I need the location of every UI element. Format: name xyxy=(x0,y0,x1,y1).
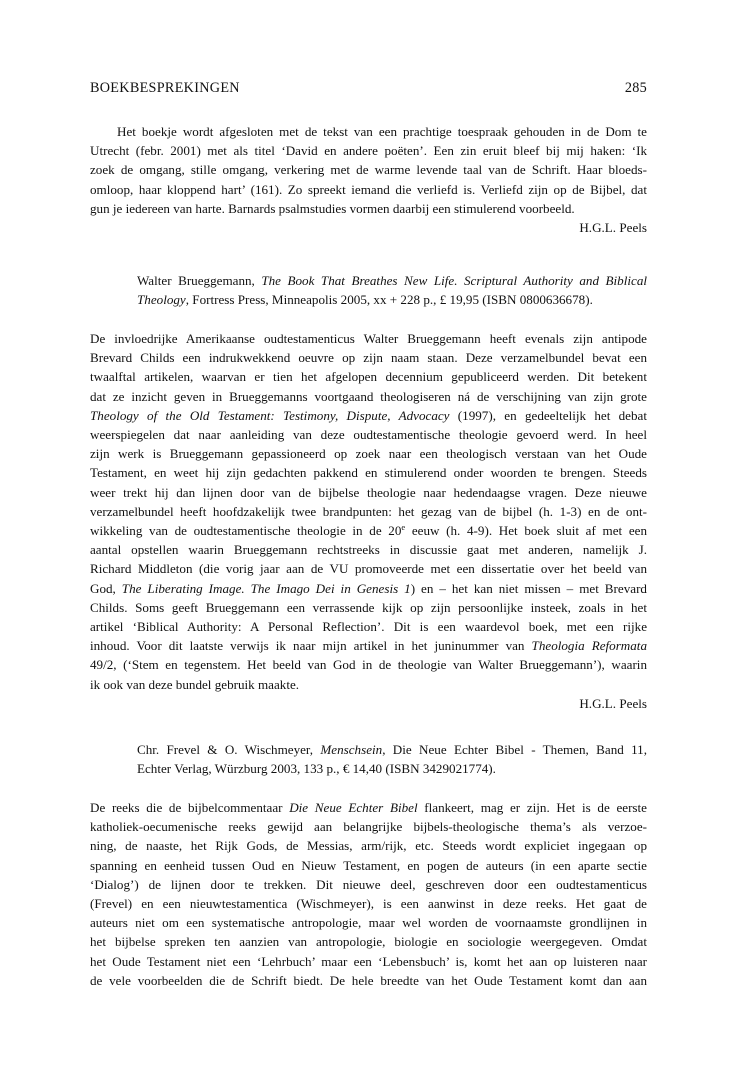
paragraph-line: Utrecht (febr. 2001) met als titel ‘David en andere poëten’. Een zin eruit bleef bij mij haken: ‘Ik xyxy=(90,143,647,159)
review-2-body xyxy=(90,329,647,713)
review-3-bibliography xyxy=(137,740,647,778)
running-header xyxy=(90,80,647,97)
running-title: BOEKBESPREKINGEN xyxy=(90,80,240,96)
paragraph-line: weerspiegelen dat naar aanleiding van deze oudtestamentische theologie gevoerd werd. In heel xyxy=(90,427,647,443)
page-number: 285 xyxy=(624,80,647,96)
paragraph-line: zoek de omgang, stille omgang, verkering met de warme levende taal van de Schrift. Haar bloeds- xyxy=(90,162,647,178)
paragraph-line: Het boekje wordt afgesloten met de tekst van een prachtige toespraak gehouden in de Dom te xyxy=(117,124,647,139)
bib-publication: , Fortress Press, Minneapolis 2005, xx + 228 p., £ 19,95 (ISBN 0800636678). xyxy=(185,292,593,308)
paragraph-line: omloop, haar kloppend hart’ (161). Zo spreekt iemand die verliefd is. Verliefd zijn op de Bijbel, dat xyxy=(90,181,647,197)
paragraph-line: wikkeling van de oudtestamentische theologie in de 20e eeuw (h. 4-9). Het boek sluit af met een xyxy=(90,522,647,539)
paragraph-line: ‘Dialog’) de lijnen door te trekken. Dit nieuwe deel, geschreven door een oudtestamenticus xyxy=(90,876,647,892)
paragraph-line: spanning en eenheid tussen Oud en Nieuw Testament, en pogen de auteurs (in een aparte sectie xyxy=(90,857,647,873)
paragraph-line: verzamelbundel heeft hoofdzakelijk twee brandpunten: het gezag van de bijbel (h. 1-3) en de ont- xyxy=(90,503,647,519)
bib-line: Chr. Frevel & O. Wischmeyer, Menschsein, Die Neue Echter Bibel - Themen, Band 11, xyxy=(137,742,648,757)
paragraph-line: auteurs niet om een systematische antropologie, maar wel worden de voornaamste grondlijnen in xyxy=(90,915,647,931)
cited-title: Theology of the Old Testament: Testimony, Dispute, Advocacy xyxy=(90,407,450,423)
bib-line xyxy=(137,290,647,309)
paragraph-line: Testament, en weet hij zijn gedachten pakkend en stimulerend onder woorden te brengen. Steeds xyxy=(90,465,647,481)
paragraph-line: Theology of the Old Testament: Testimony, Dispute, Advocacy (1997), en gedeeltelijk het debat xyxy=(90,407,647,423)
paragraph-line: 49/2, (‘Stem en tegenstem. Het beeld van God in de theologie van Walter Brueggemann’), waarin xyxy=(90,657,647,673)
paragraph-line: twaalftal artikelen, waarvan er tien het afgelopen decennium gepubliceerd werden. Dit betekent xyxy=(90,369,647,385)
paragraph-line: het bijbelse spreken ten aanzien van antropologie, biologie en sociologie weergegeven. Omdat xyxy=(90,934,647,950)
paragraph-line: De invloedrijke Amerikaanse oudtestamenticus Walter Brueggemann heeft evenals zijn antipode xyxy=(90,331,647,346)
bib-author: Walter Brueggemann, xyxy=(137,273,262,288)
paragraph-line: aantal opstellen waarin Brueggemann rechtstreeks in discussie gaat met anderen, namelijk J. xyxy=(90,542,647,558)
review-3-body xyxy=(90,798,647,990)
paragraph-line: Childs. Soms geeft Brueggemann een verrassende kijk op zijn persoonlijke insteek, zoals in het xyxy=(90,599,647,615)
paragraph-line: katholiek-oecumenische reeks gewijd aan belangrijke bijbels-theologische thema’s als verzoe- xyxy=(90,819,647,835)
cited-title: The Liberating Image. The Imago Dei in Genesis 1 xyxy=(121,580,411,596)
cited-title: Die Neue Echter Bibel xyxy=(289,800,418,815)
bib-line: Echter Verlag, Würzburg 2003, 133 p., € 14,40 (ISBN 3429021774). xyxy=(137,761,496,777)
paragraph-line: (Frevel) en een nieuwtestamentica (Wischmeyer), is een aanwinst in deze reeks. Het gaat de xyxy=(90,896,647,912)
bib-title-cont: Theology xyxy=(137,292,186,308)
paragraph-line: gun je iedereen van harte. Barnards psalmstudies vormen daarbij een stimulerend voorbeeld. xyxy=(90,200,575,216)
paragraph-line: de vele voorbeelden die de Schrift biedt. De hele breedte van het Oude Testament komt dan aan xyxy=(90,972,647,988)
paragraph-line: Richard Middleton (die vorig jaar aan de VU promoveerde met een dissertatie over het beeld van xyxy=(90,561,647,577)
paragraph-line: Brevard Childs een indrukwekkend oeuvre op zijn naam staan. Deze verzamelbundel bevat een xyxy=(90,350,647,366)
bib-title: Menschsein xyxy=(320,742,383,757)
bib-title: The Book That Breathes New Life. Scriptural Authority and Biblical xyxy=(261,273,648,288)
bib-author: Chr. Frevel & O. Wischmeyer, xyxy=(137,742,321,757)
reviewer-signature: H.G.L. Peels xyxy=(579,220,647,236)
paragraph-line: dat ze inzicht geven in Brueggemanns voortgaand theologiseren ná de verschijning van zijn grote xyxy=(90,388,647,404)
superscript: e xyxy=(401,522,406,533)
paragraph-line: God, The Liberating Image. The Imago Dei in Genesis 1) en – het kan niet missen – met Brevard xyxy=(90,580,647,596)
bib-line xyxy=(137,271,647,290)
review-1-paragraph xyxy=(90,122,647,237)
paragraph-line: zijn werk is Brueggemann gepassioneerd op zoek naar een theologisch verstaan van het Oude xyxy=(90,446,647,462)
paragraph-line: het Oude Testament niet een ‘Lehrbuch’ maar een ‘Lebensbuch’ is, komt het aan op luisteren naar xyxy=(90,953,647,969)
cited-journal: Theologia Reformata xyxy=(531,638,647,654)
paragraph-line: artikel ‘Biblical Authority: A Personal Reflection’. Dit is een waardevol boek, met een rijke xyxy=(90,619,647,635)
paragraph-line: ning, de naaste, het Rijk Gods, de Messias, arm/rijk, etc. Steeds wordt expliciet ingegaan op xyxy=(90,838,647,854)
paragraph-line: ik ook van deze bundel gebruik maakte. xyxy=(90,676,300,692)
reviewer-signature: H.G.L. Peels xyxy=(579,695,647,711)
paragraph-line: weer trekt hij dan lijnen door van de bijbelse theologie naar hedendaagse vragen. Deze nieuwe xyxy=(90,484,647,500)
paragraph-line: De reeks die de bijbelcommentaar Die Neue Echter Bibel flankeert, mag er zijn. Het is de eerste xyxy=(90,800,647,815)
review-2-bibliography xyxy=(137,271,647,309)
paragraph-line: inhoud. Voor dit laatste verwijs ik naar mijn artikel in het juninummer van Theologia Reformata xyxy=(90,638,647,654)
